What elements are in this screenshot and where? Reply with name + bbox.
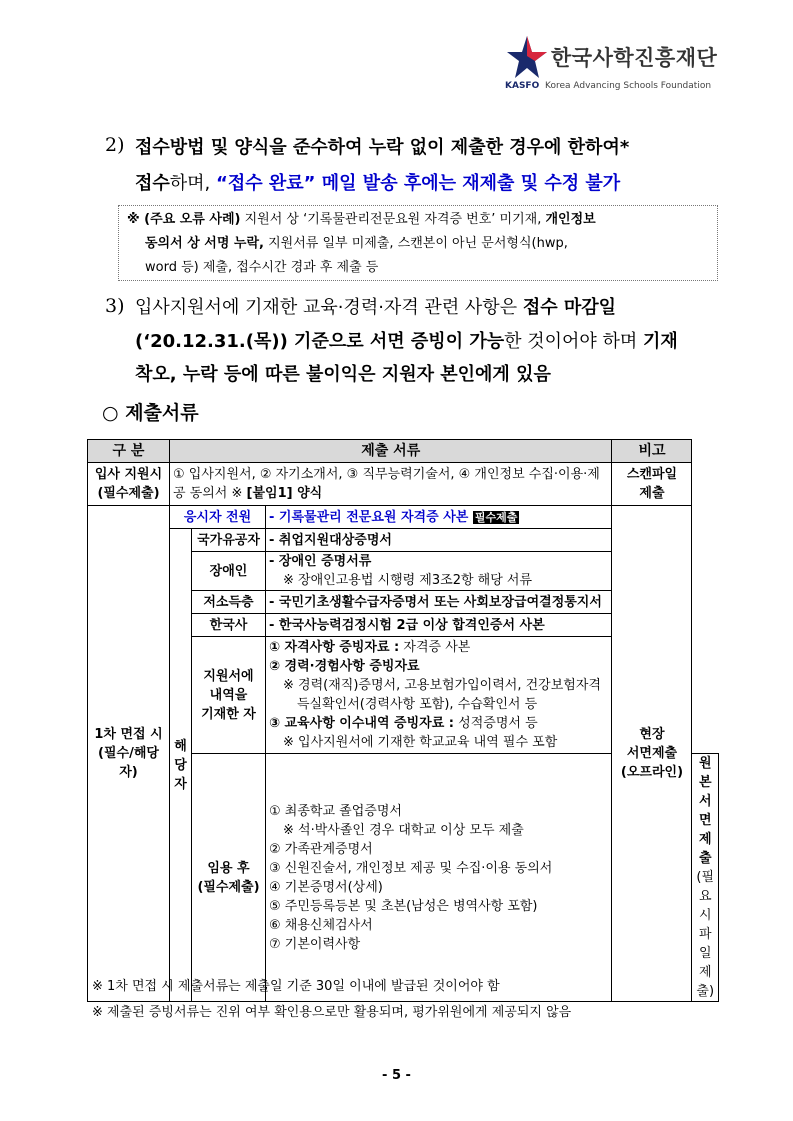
logo-subtitle: Korea Advancing Schools Foundation — [545, 81, 712, 91]
footnote-1: ※ 1차 면접 시 제출서류는 제출일 기준 30일 이내에 발급된 것이어야 함 — [92, 979, 500, 994]
item-3-line1: 입사지원서에 기재한 교육·경력·자격 관련 사항은 접수 마감일 — [135, 297, 617, 318]
row-doc-stated-applicant: ① 자격사항 증빙자료 : 자격증 사본 ② 경력·경험사항 증빙자료 ※ 경력(재직)증명서, 고용보험가입이력서, 건강보험자격 득실확인서(경력사항 포함), 수습확인서 등 ③ 교육사항 이수내역 증빙자료 : 성적증명서 등 ※ 입사지원서에 기재한 학교교육 내역 필수 포함 — [266, 637, 612, 754]
error-case-note: ※ (주요 오류 사례) 지원서 상 ‘기록물관리전문요원 자격증 번호’ 미기재, 개인정보 동의서 상 서명 누락, 지원서류 일부 미제출, 스캔본이 아닌 문서형식(hwp, word 등) 제출, 접수시간 경과 후 제출 등 — [118, 205, 718, 281]
col-header-documents: 제출 서류 — [170, 440, 612, 463]
row-label-veteran: 국가유공자 — [192, 529, 266, 552]
item-2-number: 2) — [105, 134, 125, 156]
row-label-stated-applicant: 지원서에 내역을 기재한 자 — [192, 637, 266, 754]
foundation-logo — [505, 34, 725, 94]
submission-documents-table — [87, 439, 719, 1002]
section-heading: ○ 제출서류 — [102, 402, 199, 424]
item-3-line2: (‘20.12.31.(목)) 기준으로 서면 증빙이 가능한 것이어야 하며 기재 — [135, 331, 678, 352]
all-applicants-doc: - 기록물관리 전문요원 자격증 사본 필수제출 — [266, 506, 612, 529]
documents-after-hire: ① 최종학교 졸업증명서 ※ 석·박사졸인 경우 대학교 이상 모두 제출 ② 가족관계증명서 ③ 신원진술서, 개인정보 제공 및 수집·이용 동의서 ④ 기본증명서(상세) ⑤ 주민등록등본 및 초본(남성은 병역사항 포함) ⑥ 채용신체검사서 ⑦ 기본이력사항 — [266, 754, 692, 1002]
logo-name: 한국사학진흥재단 — [551, 46, 718, 70]
col-header-category: 구 분 — [88, 440, 170, 463]
logo-code: KASFO — [505, 81, 540, 91]
row-doc-low-income: - 국민기초생활수급자증명서 또는 사회보장급여결정통지서 — [266, 591, 612, 614]
table-row — [88, 463, 719, 506]
page-number: - 5 - — [382, 1068, 411, 1083]
remark-apply: 스캔파일 제출 — [612, 463, 692, 506]
applicable-label: 해 당 자 — [170, 529, 192, 1002]
footnote-2: ※ 제출된 증빙서류는 진위 여부 확인용으로만 활용되며, 평가위원에게 제공되지 않음 — [92, 1005, 572, 1020]
table-header-row — [88, 440, 719, 463]
remark-after-hire: 원본 서면제출 (필요 시 파일 제출) — [692, 754, 719, 1002]
table-row — [88, 506, 719, 529]
star-logo-icon — [505, 34, 547, 80]
item-3-number: 3) — [105, 295, 125, 317]
category-after-hire: 임용 후 (필수제출) — [192, 754, 266, 1002]
category-interview: 1차 면접 시 (필수/해당자) — [88, 506, 170, 1002]
all-applicants-label: 응시자 전원 — [170, 506, 266, 529]
row-doc-korean-history: - 한국사능력검정시험 2급 이상 합격인증서 사본 — [266, 614, 612, 637]
row-label-disabled: 장애인 — [192, 552, 266, 591]
row-label-korean-history: 한국사 — [192, 614, 266, 637]
col-header-remarks: 비고 — [612, 440, 692, 463]
item-2-line1: 접수방법 및 양식을 준수하여 누락 없이 제출한 경우에 한하여* — [135, 137, 630, 158]
remark-interview: 현장 서면제출 (오프라인) — [612, 506, 692, 1002]
row-label-low-income: 저소득층 — [192, 591, 266, 614]
row-doc-veteran: - 취업지원대상증명서 — [266, 529, 612, 552]
category-apply: 입사 지원시 (필수제출) — [88, 463, 170, 506]
item-3-line3: 착오, 누락 등에 따른 불이익은 지원자 본인에게 있음 — [135, 364, 551, 385]
item-2-line2: 접수하며, “접수 완료” 메일 발송 후에는 재제출 및 수정 불가 — [135, 173, 621, 194]
row-doc-disabled: - 장애인 증명서류 ※ 장애인고용법 시행령 제3조2항 해당 서류 — [266, 552, 612, 591]
required-badge: 필수제출 — [474, 510, 518, 524]
documents-apply: ① 입사지원서, ② 자기소개서, ③ 직무능력기술서, ④ 개인정보 수집·이용·제공 동의서 ※ [붙임1] 양식 — [170, 463, 612, 506]
